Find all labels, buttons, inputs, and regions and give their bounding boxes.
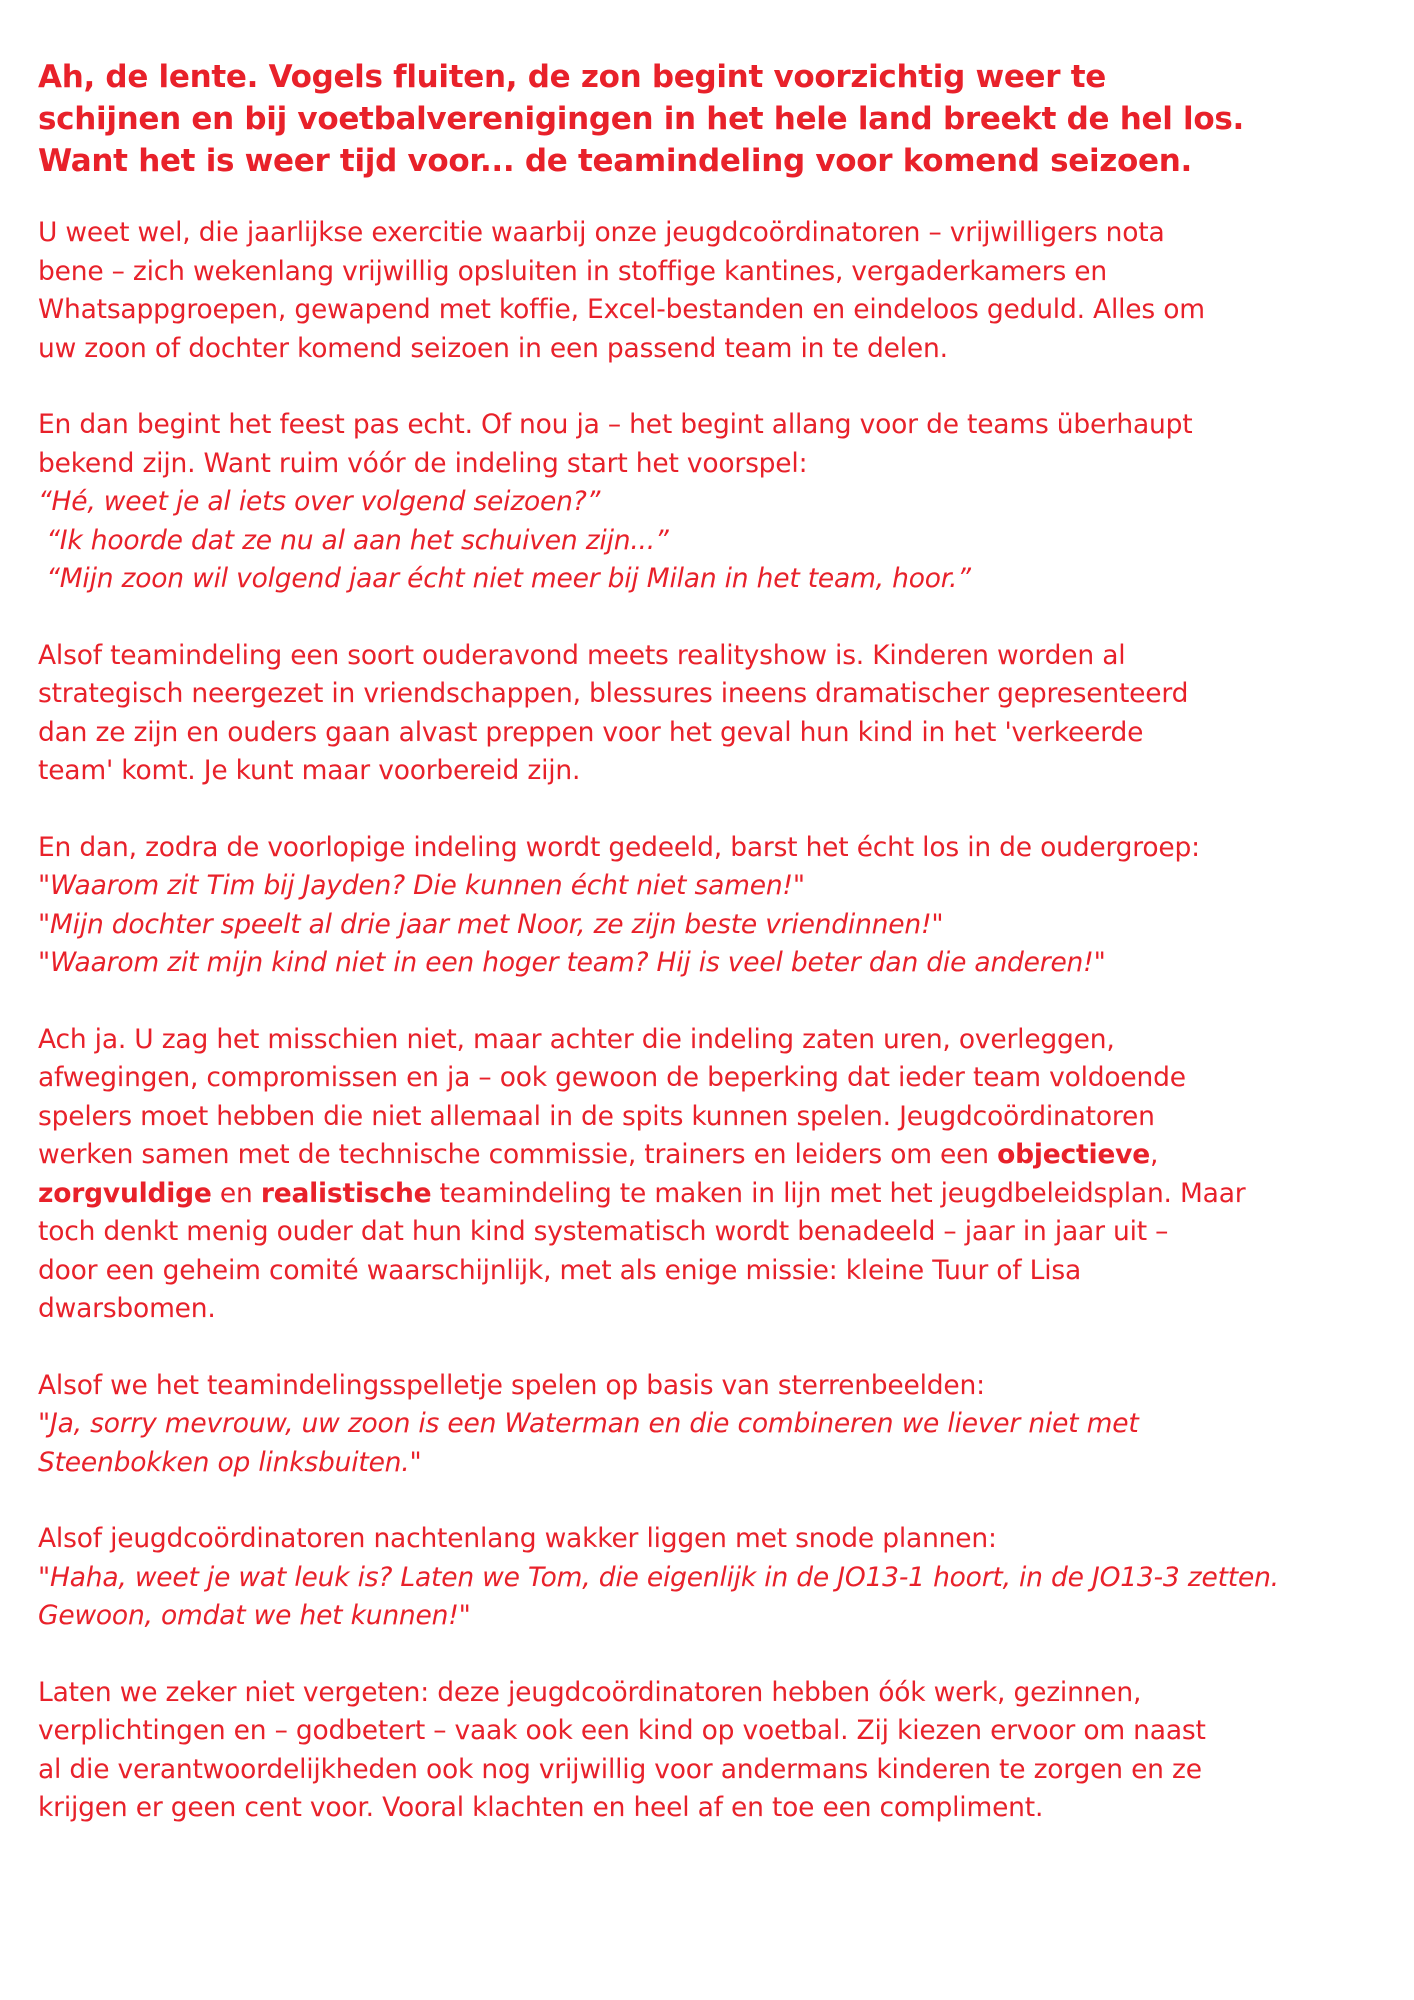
text-line [38, 1136, 1338, 1175]
text-line: verplichtingen en – godbetert – vaak ook een kind op voetbal. Zij kiezen ervoor om naast [38, 1715, 1206, 1746]
quote-line: Steenbokken op linksbuiten." [38, 1446, 422, 1478]
paragraph-8 [38, 1674, 1338, 1828]
article [38, 56, 1338, 1866]
intro-line: Want het is weer tijd voor... de teamindeling voor komend seizoen. [38, 143, 1193, 179]
emphasis-zorgvuldige: zorgvuldige [38, 1177, 212, 1209]
paragraph-5 [38, 1021, 1338, 1329]
text-line: Ach ja. U zag het misschien niet, maar achter die indeling zaten uren, overleggen, [38, 1023, 1115, 1055]
text-line: En dan begint het feest pas echt. Of nou ja – het begint allang voor de teams überhaupt [38, 409, 1193, 440]
quote-line: “Mijn zoon wil volgend jaar écht niet meer bij Milan in het team, hoor.” [38, 563, 971, 594]
text-line [38, 1175, 1338, 1214]
text-line: team' komt. Je kunt maar voorbereid zijn. [38, 755, 581, 786]
quote-line: "Waarom zit mijn kind niet in een hoger team? Hij is veel beter dan die anderen!" [38, 947, 1106, 978]
paragraph-2 [38, 406, 1338, 599]
text-line: dan ze zijn en ouders gaan alvast preppen voor het geval hun kind in het 'verkeerde [38, 716, 1144, 748]
paragraph-3 [38, 637, 1338, 791]
text-line: En dan, zodra de voorlopige indeling wordt gedeeld, barst het écht los in de oudergroep: [38, 831, 1200, 863]
quote-line: "Mijn dochter speelt al drie jaar met Noor, ze zijn beste vriendinnen!" [38, 908, 944, 940]
text-line: al die verantwoordelijkheden ook nog vrijwillig voor andermans kinderen te zorgen en ze [38, 1753, 1202, 1785]
quote-line: Gewoon, omdat we het kunnen!" [38, 1600, 471, 1631]
text-line: Laten we zeker niet vergeten: deze jeugdcoördinatoren hebben óók werk, gezinnen, [38, 1676, 1142, 1708]
intro-line: schijnen en bij voetbalverenigingen in het hele land breekt de hel los. [38, 101, 1244, 137]
paragraph-6 [38, 1367, 1338, 1483]
quote-line: “Hé, weet je al iets over volgend seizoen?” [38, 486, 601, 517]
text-line: spelers moet hebben die niet allemaal in de spits kunnen spelen. Jeugdcoördinatoren [38, 1100, 1155, 1132]
emphasis-realistische: realistische [260, 1177, 432, 1209]
paragraph-7 [38, 1520, 1338, 1636]
paragraph-1 [38, 214, 1338, 368]
text-line: U weet wel, die jaarlijkse exercitie waarbij onze jeugdcoördinatoren – vrijwilligers nota [38, 217, 1165, 248]
text-line: Alsof we het teamindelingsspelletje spelen op basis van sterrenbeelden: [38, 1369, 985, 1401]
quote-line: "Ja, sorry mevrouw, uw zoon is een Waterman en die combineren we liever niet met [38, 1408, 1139, 1439]
text-segment: , [1150, 1139, 1159, 1170]
text-line: uw zoon of dochter komend seizoen in een passend team in te delen. [38, 332, 948, 364]
text-line: dwarsbomen. [38, 1293, 216, 1324]
text-segment: teamindeling te maken in lijn met het jeugdbeleidsplan. Maar [431, 1177, 1246, 1209]
text-segment: werken samen met de technische commissie, trainers en leiders om een [38, 1139, 998, 1170]
text-line: toch denkt menig ouder dat hun kind systematisch wordt benadeeld – jaar in jaar uit – [38, 1216, 1169, 1247]
text-line: door een geheim comité waarschijnlijk, met als enige missie: kleine Tuur of Lisa [38, 1254, 1082, 1286]
intro-heading [38, 56, 1338, 182]
text-line: Whatsappgroepen, gewapend met koffie, Excel-bestanden en eindeloos geduld. Alles om [38, 294, 1205, 325]
text-line: bekend zijn. Want ruim vóór de indeling start het voorspel: [38, 447, 808, 479]
text-line: bene – zich wekenlang vrijwillig opsluiten in stoffige kantines, vergaderkamers en [38, 255, 1107, 287]
paragraph-4 [38, 829, 1338, 983]
quote-line: "Waarom zit Tim bij Jayden? Die kunnen écht niet samen!" [38, 870, 805, 901]
quote-line: "Haha, weet je wat leuk is? Laten we Tom, die eigenlijk in de JO13-1 hoort, in de JO13-3 zetten. [38, 1561, 1279, 1593]
text-segment: en [211, 1177, 261, 1209]
emphasis-objectieve: objectieve [997, 1139, 1150, 1170]
text-line: afwegingen, compromissen en ja – ook gewoon de beperking dat ieder team voldoende [38, 1062, 1186, 1093]
text-line: krijgen er geen cent voor. Vooral klachten en heel af en toe een compliment. [38, 1792, 1044, 1823]
text-line: Alsof teamindeling een soort ouderavond meets realityshow is. Kinderen worden al [38, 639, 1126, 671]
text-line: strategisch neergezet in vriendschappen, blessures ineens dramatischer gepresenteerd [38, 678, 1189, 709]
intro-line: Ah, de lente. Vogels fluiten, de zon begint voorzichtig weer te [38, 59, 1107, 95]
text-line: Alsof jeugdcoördinatoren nachtenlang wakker liggen met snode plannen: [38, 1523, 997, 1554]
quote-line: “Ik hoorde dat ze nu al aan het schuiven zijn...” [38, 524, 669, 556]
